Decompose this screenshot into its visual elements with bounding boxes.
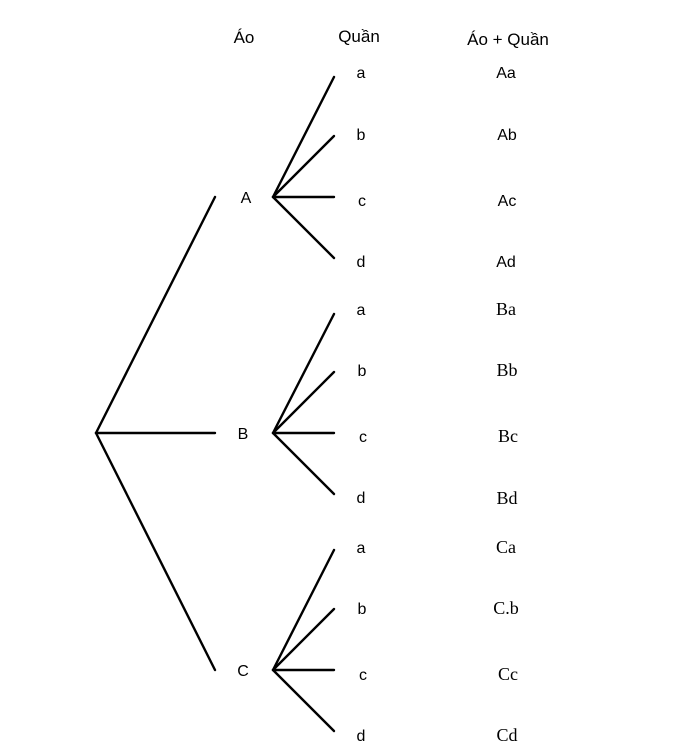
- header-pants: Quần: [338, 27, 380, 46]
- edge-C-d: [273, 670, 334, 731]
- combo-Bc: Bc: [498, 426, 518, 446]
- pants-label-B-c: c: [359, 429, 367, 446]
- combo-Cc: Cc: [498, 664, 518, 684]
- combo-Ac: Ac: [497, 193, 517, 210]
- pants-label-A-a: a: [356, 65, 366, 82]
- edge-A-b: [273, 136, 334, 197]
- pants-label-C-b: b: [357, 601, 367, 618]
- shirt-label-A: A: [240, 190, 252, 207]
- pants-label-C-d: d: [356, 728, 366, 745]
- pants-label-B-d: d: [356, 490, 366, 507]
- pants-label-A-b: b: [356, 127, 366, 144]
- edge-A-d: [273, 197, 334, 258]
- header-combo: Áo + Quần: [467, 30, 549, 49]
- pants-label-A-d: d: [356, 254, 366, 271]
- pants-label-B-b: b: [357, 363, 367, 380]
- combo-Cd: Cd: [496, 725, 518, 745]
- combo-Bd: Bd: [496, 488, 518, 508]
- combo-Cb: C.b: [493, 598, 519, 618]
- combo-Ca: Ca: [496, 537, 516, 557]
- pants-label-A-c: c: [358, 193, 366, 210]
- combo-Ad: Ad: [496, 254, 516, 271]
- combo-Ba: Ba: [496, 299, 516, 319]
- pants-label-C-c: c: [359, 667, 367, 684]
- edge-A-a: [273, 77, 334, 197]
- edge-B-b: [273, 372, 334, 433]
- edge-root-C: [96, 433, 215, 670]
- edge-B-a: [273, 314, 334, 433]
- pants-label-B-a: a: [356, 302, 366, 319]
- edge-B-d: [273, 433, 334, 494]
- shirt-label-B: B: [237, 426, 249, 443]
- combo-Ab: Ab: [497, 127, 517, 144]
- shirt-label-C: C: [237, 663, 249, 680]
- combo-Bb: Bb: [496, 360, 518, 380]
- pants-label-C-a: a: [356, 540, 366, 557]
- edge-C-b: [273, 609, 334, 670]
- edge-root-A: [96, 197, 215, 433]
- header-shirt: Áo: [233, 28, 255, 47]
- edge-C-a: [273, 550, 334, 670]
- combo-Aa: Aa: [496, 65, 516, 82]
